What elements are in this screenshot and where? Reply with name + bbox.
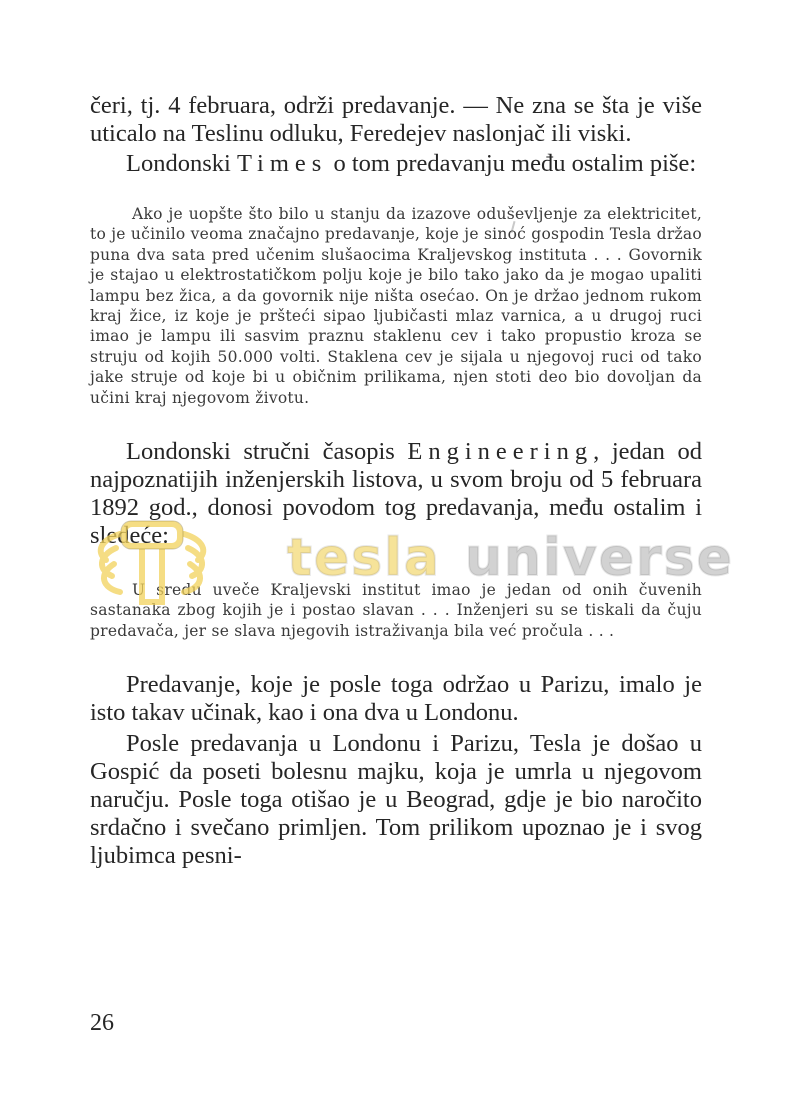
paragraph-5: Posle predavanja u Londonu i Parizu, Tesla je došao u Gospić da poseti bolesnu majku, koja je umrla u njegovom naručju. Posle toga otišao je u Beograd, gdje je bio naročito srdačno i svečano primljen. Tom prilikom upoznao je i svog ljubimca pesni- [90, 730, 702, 870]
watermark-word-universe: universe [465, 528, 734, 588]
page-number: 26 [90, 1010, 114, 1036]
paragraph-3 [90, 438, 702, 550]
newspaper-name-times: Times [236, 150, 328, 177]
journal-name-engineering: Engineering [407, 438, 594, 466]
paragraph-3-lead: Londonski stručni časopis [126, 438, 408, 466]
paragraph-3-rest: , jedan od najpoznatijih inženjerskih listova, u svom broju od 5 februara 1892 god., donosi povodom tog predavanja, među ostalim i sledeće: [90, 438, 702, 550]
book-page-text [90, 92, 702, 870]
paragraph-2-lead: Londonski [126, 150, 237, 177]
paragraph-2-rest: o tom predavanju među ostalim piše: [327, 150, 697, 177]
paragraph-2 [90, 150, 702, 178]
paragraph-1: čeri, tj. 4 februara, održi predavanje. — Ne zna se šta je više uticalo na Teslinu odluku, Feredejev naslonjač ili viski. [90, 92, 702, 147]
paragraph-4: Predavanje, koje je posle toga održao u Parizu, imalo je isto takav učinak, kao i ona dva u Londonu. [90, 671, 702, 727]
watermark-word-tesla: tesla [287, 528, 441, 588]
engineering-quote-block: U sredu uveče Kraljevski institut imao je jedan od onih čuvenih sastanaka zbog kojih je i postao slavan . . . Inženjeri su se tiskali da čuju predavača, jer se slava njegovih istraživanja bila već pročula . . . [90, 581, 702, 640]
times-quote-block: Ako je uopšte što bilo u stanju da izazove oduševljenje za elektricitet, to je učinilo veoma značajno predavanje, koje je sinoć gospodin Tesla držao puna dva sata pred učenim slušaocima Kraljevskog instituta . . . Govornik je stajao u elektrostatičkom polju koje je bilo tako jako da je mogao upaliti lampu bez žica, a da govornik nije ništa osećao. On je držao jednom rukom kraj žice, iz koje je pršteći sipao ljubičasti mlaz varnica, a u drugoj ruci imao je lampu ili sasvim praznu staklenu cev i tako propustio kroza se struju od kojih 50.000 volti. Staklena cev je sijala u njegovoj ruci od tako jake struje od koje bi u običnim prilikama, njen stoti deo bio dovoljan da učini kraj njegovom životu. [90, 205, 702, 407]
